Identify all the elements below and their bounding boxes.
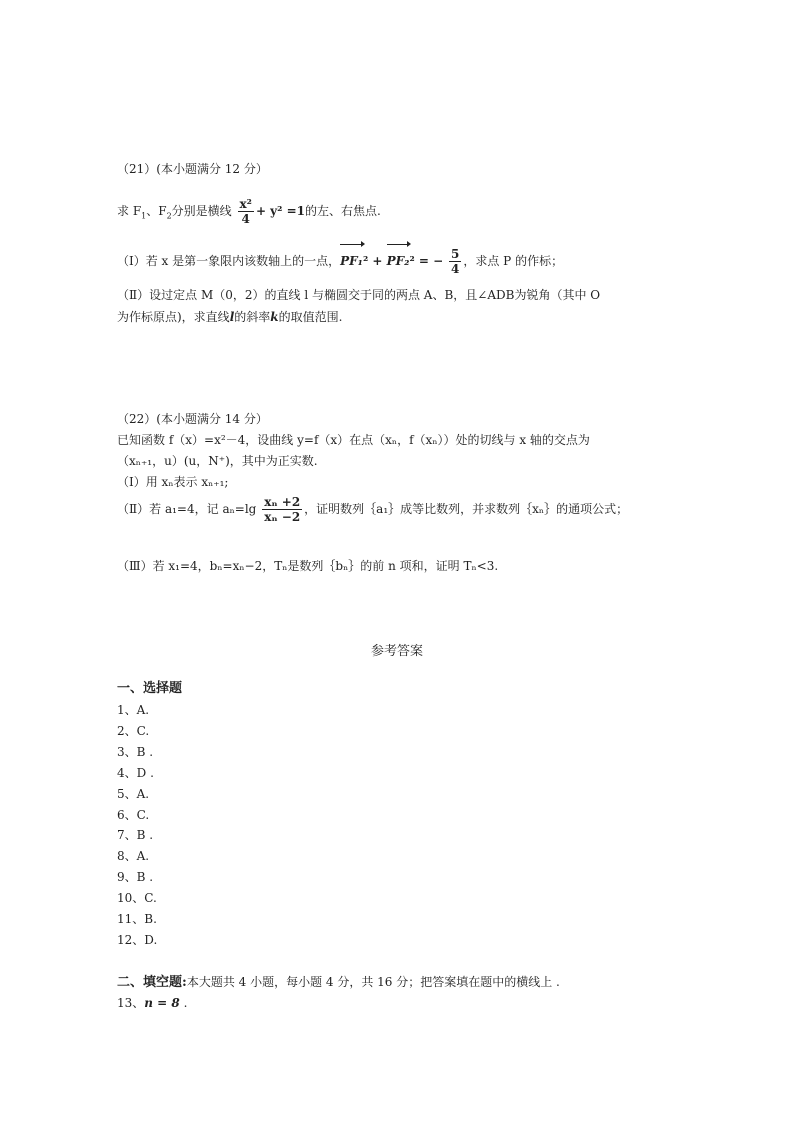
choice-answer: 1、A. <box>117 703 150 717</box>
part1-fraction <box>449 247 461 276</box>
q21-part2-post: 的取值范围. <box>278 310 343 324</box>
q22-part2 <box>117 493 628 525</box>
choice-answer: 12、D. <box>117 932 158 947</box>
lg-frac-den: xₙ −2 <box>264 510 301 524</box>
q21-intro <box>117 196 381 226</box>
choice-answer: 4、D . <box>117 765 154 780</box>
slope-k-symbol: k <box>270 310 279 324</box>
part1-frac-num: 5 <box>451 247 460 261</box>
choice-answer: 11、B. <box>117 912 157 926</box>
ellipse-rest: + y² =1 <box>255 204 305 218</box>
q22-part1: （Ⅰ）用 xₙ表示 xₙ₊₁; <box>117 475 229 489</box>
section1-heading: 一、选择题 <box>117 681 183 696</box>
q21-part1-post: ，求点 P 的作标； <box>463 254 564 268</box>
q21-part1 <box>117 246 563 276</box>
choice-answer: 6、C. <box>117 807 150 822</box>
q22-part3: （Ⅲ）若 x₁=4，bₙ=xₙ−2，Tₙ是数列｛bₙ｝的前 n 项和，证明 Tₙ<3. <box>117 559 499 573</box>
q22-part2-post: ，证明数列｛a₁｝成等比数列，并求数列｛xₙ｝的通项公式； <box>304 502 629 516</box>
part1-frac-den: 4 <box>451 262 460 276</box>
q21-part2-pre: 为作标原点)，求直线 <box>117 310 230 324</box>
lg-frac-num: xₙ +2 <box>264 495 301 509</box>
lg-fraction <box>262 495 302 524</box>
q21-part2-line1: （Ⅱ）设过定点 M（0，2）的直线 l 与椭圆交于同的两点 A、B，且∠ADB为锐角（其中 O <box>117 288 601 302</box>
q22-line2: （xₙ₊₁，u）(u，N⁺)，其中为正实数. <box>117 454 318 468</box>
q21-header: （21）(本小题满分 12 分） <box>117 162 268 176</box>
q21-intro-mid: 、F <box>146 204 167 218</box>
vector-pf2: PF₂ <box>387 246 410 276</box>
vec-plus: ² + <box>362 254 387 268</box>
q21-intro-mid2: 分别是横线 <box>171 204 232 218</box>
q21-part2-mid: 的斜率 <box>234 310 271 324</box>
answers-title: 参考答案 <box>370 644 423 659</box>
q22-part2-pre: （Ⅱ）若 a₁=4，记 aₙ=lg <box>117 502 257 516</box>
choice-answer: 10、C. <box>117 891 157 906</box>
choice-answer: 8、A. <box>117 849 150 864</box>
q21-intro-sub1: 1 <box>141 211 147 221</box>
section2-heading: 二、填空题: <box>117 975 187 990</box>
q21-intro-sub2: 2 <box>166 211 172 221</box>
choice-answer: 5、A. <box>117 786 150 801</box>
section2-text: 本大题共 4 小题，每小题 4 分，共 16 分；把答案填在题中的横线上 . <box>186 975 560 989</box>
choice-answer: 9、B . <box>117 870 154 885</box>
answer-13-post: . <box>179 996 188 1010</box>
answer-13 <box>117 995 187 1011</box>
vector-pf1: PF₁ <box>340 246 363 276</box>
ellipse-denominator: 4 <box>241 212 250 226</box>
choice-answer: 7、B . <box>117 828 154 843</box>
choice-answer: 3、B . <box>117 744 154 759</box>
ellipse-numerator: x² <box>239 197 252 211</box>
answer-13-label: 13、 <box>117 996 145 1010</box>
ellipse-fraction <box>238 197 254 226</box>
q21-intro-post: 的左、右焦点. <box>304 204 381 218</box>
q21-part2-line2 <box>117 309 342 325</box>
vec-equals: ² = − <box>409 254 444 268</box>
q22-header: （22）(本小题满分 14 分） <box>117 412 268 426</box>
choice-answer: 2、C. <box>117 723 150 738</box>
answer-13-value: n = 8 <box>144 996 180 1010</box>
q22-line1: 已知函数 f（x）=x²－4，设曲线 y=f（x）在点（xₙ，f（xₙ））处的切线与 x 轴的交点为 <box>117 433 590 447</box>
section2 <box>117 974 560 991</box>
q21-part1-pre: （Ⅰ）若 x 是第一象限内该数轴上的一点， <box>117 254 341 268</box>
line-l-symbol: l <box>229 310 235 324</box>
q21-intro-pre: 求 F <box>117 204 142 218</box>
